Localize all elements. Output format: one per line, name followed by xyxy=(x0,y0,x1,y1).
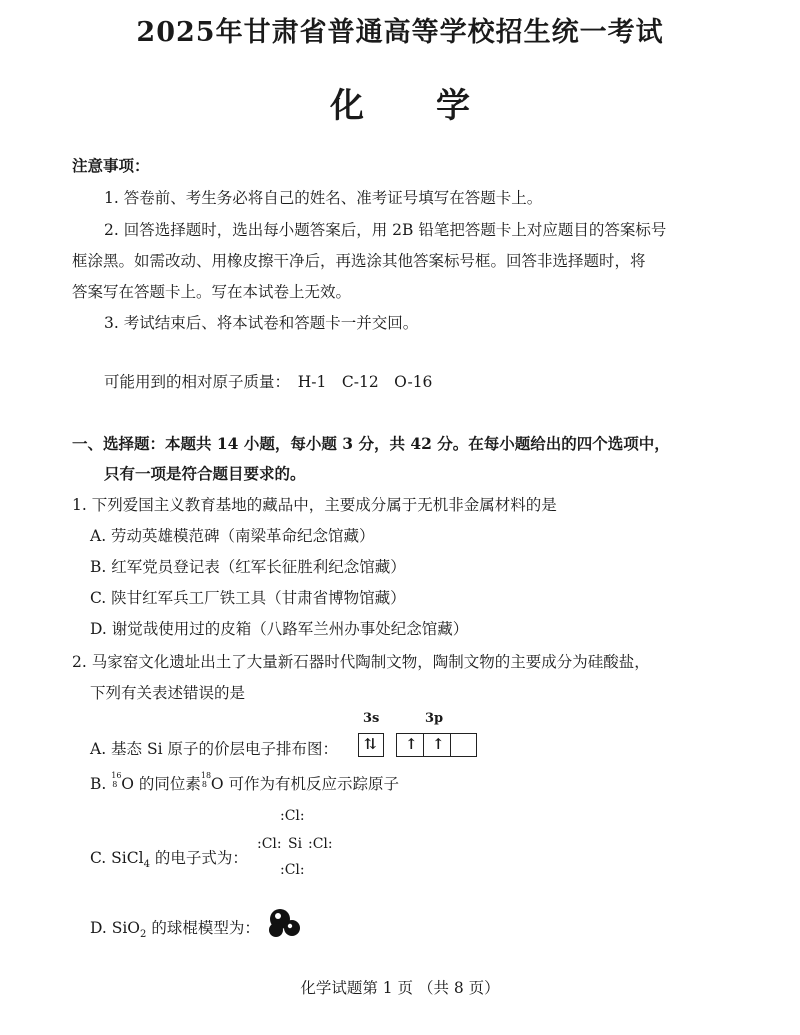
notice-item: 3. 考试结束后、将本试卷和答题卡一并交回。 xyxy=(104,314,419,332)
page-footer: 化学试题第 1 页 （共 8 页） xyxy=(300,979,500,997)
spin-up-arrow-icon: ↑ xyxy=(405,735,418,753)
notice-item: 答案写在答题卡上。写在本试卷上无效。 xyxy=(72,283,352,301)
isotope-mass: 16 xyxy=(111,771,122,780)
q2-option-a: A. 基态 Si 原子的价层电子排布图： xyxy=(90,740,338,758)
q2-option-d: D. SiO$_2$ 的球棍模型为： xyxy=(90,919,260,941)
notice-item: 1. 答卷前、考生务必将自己的姓名、准考证号填写在答题卡上。 xyxy=(104,189,543,207)
section-heading: 一、选择题：本题共 14 小题，每小题 3 分，共 42 分。在每小题给出的四个选项中， xyxy=(72,434,670,453)
lewis-cl-top: :Cl: xyxy=(280,808,305,824)
spin-up-arrow-icon: ↑ xyxy=(432,735,445,753)
q1-option-c: C. 陕甘红军兵工厂铁工具（甘肃省博物馆藏） xyxy=(90,589,406,607)
notice-heading: 注意事项： xyxy=(72,156,150,175)
atomic-mass-line: 可能用到的相对原子质量： H-1 C-12 O-16 xyxy=(104,373,433,391)
lewis-cl-left: :Cl: xyxy=(257,836,282,852)
notice-item: 框涂黑。如需改动、用橡皮擦干净后，再选涂其他答案标号框。回答非选择题时，将 xyxy=(72,252,646,270)
section-heading-cont: 只有一项是符合题目要求的。 xyxy=(104,464,306,483)
isotope-number: 8 xyxy=(112,780,118,789)
isotope-number: 8 xyxy=(201,780,207,789)
lewis-si-center: Si xyxy=(288,836,303,852)
notice-item: 2. 回答选择题时，选出每小题答案后，用 2B 铅笔把答题卡上对应题目的答案标号 xyxy=(104,221,667,239)
orbital-label-3p: 3p xyxy=(425,711,444,726)
q1-option-d: D. 谢觉哉使用过的皮箱（八路军兰州办事处纪念馆藏） xyxy=(90,620,469,638)
orbital-box-3p xyxy=(396,733,477,757)
spin-pair-arrow-icon: ⇅ xyxy=(364,735,377,753)
isotope-mass: 18 xyxy=(200,771,212,780)
question-1-stem: 1. 下列爱国主义教育基地的藏品中，主要成分属于无机非金属材料的是 xyxy=(72,496,557,514)
lewis-cl-bottom: :Cl: xyxy=(280,862,305,878)
lewis-cl-right: :Cl: xyxy=(308,836,333,852)
q1-option-a: A. 劳动英雄模范碑（南梁革命纪念馆藏） xyxy=(90,527,375,545)
question-2-stem: 2. 马家窑文化遗址出土了大量新石器时代陶制文物，陶制文物的主要成分为硅酸盐， xyxy=(72,653,650,671)
subject-title: 化学 xyxy=(330,86,542,126)
sio2-ball-stick-model-icon xyxy=(266,905,304,939)
q2-option-c: C. SiCl$_4$ 的电子式为： xyxy=(90,849,248,871)
orbital-label-3s: 3s xyxy=(363,711,380,726)
q1-option-b: B. 红军党员登记表（红军长征胜利纪念馆藏） xyxy=(90,558,406,576)
q2-option-b: B. 16 8 O 的同位素 18 8 O 可作为有机反应示踪原子 xyxy=(90,771,400,793)
orbital-box-3s xyxy=(358,733,384,757)
question-2-stem-cont: 下列有关表述错误的是 xyxy=(90,684,246,702)
sicl4-lewis-structure xyxy=(256,806,346,886)
exam-title: 2025年甘肃省普通高等学校招生统一考试 xyxy=(136,17,664,48)
